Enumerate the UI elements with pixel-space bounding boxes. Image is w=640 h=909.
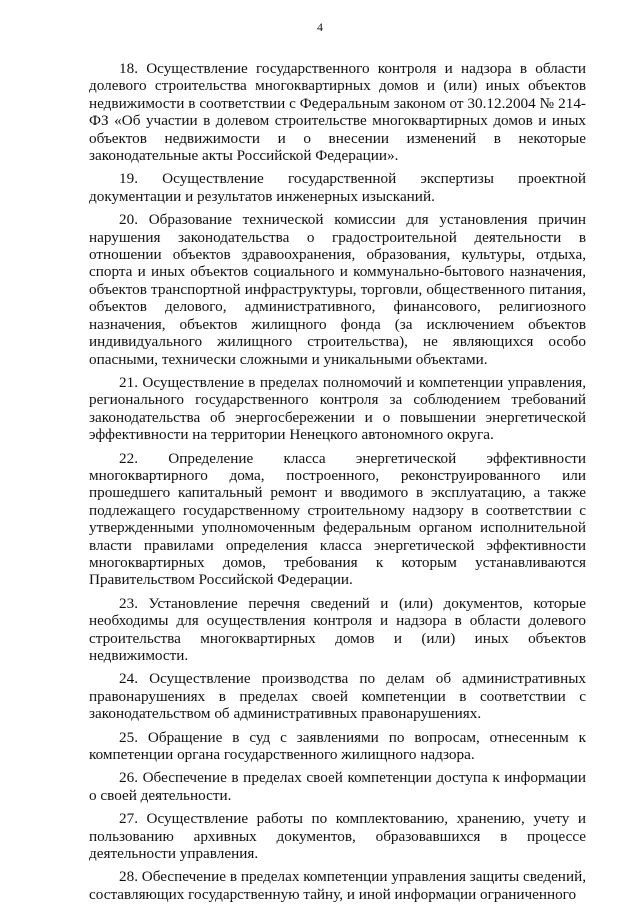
paragraph-item-23: 23. Установление перечня сведений и (или) документов, которые необходимы для осуществления контроля и надзора в области долевого строительства многоквартирных домов и (или) иных объектов недвижимости. xyxy=(89,594,586,664)
paragraph-item-25: 25. Обращение в суд с заявлениями по вопросам, отнесенным к компетенции органа государственного жилищного надзора. xyxy=(89,728,586,764)
paragraph-item-19: 19. Осуществление государственной экспертизы проектной документации и результатов инженерных изысканий. xyxy=(89,170,586,205)
paragraph-item-27: 27. Осуществление работы по комплектованию, хранению, учету и пользованию архивных документов, образовавшихся в процессе деятельности управления. xyxy=(89,810,586,863)
paragraph-item-24: 24. Осуществление производства по делам об административных правонарушениях в пределах своей компетенции в соответствии с законодательством об административных правонарушениях. xyxy=(89,670,586,723)
paragraph-item-18: 18. Осуществление государственного контроля и надзора в области долевого строительства многоквартирных домов и (или) иных объектов недвижимости в соответствии с Федеральным законом от 30.12.2004 № 214-ФЗ «Об участии в долевом строительстве многоквартирных домов и иных объектов недвижимости и о внесении изменений в некоторые законодательные акты Российской Федерации». xyxy=(89,60,586,165)
page-number: 4 xyxy=(317,20,323,34)
paragraph-item-22: 22. Определение класса энергетической эффективности многоквартирного дома, построенного, реконструированного или прошедшего капитальный ремонт и вводимого в эксплуатацию, а также подлежащего государственному строительному надзору в соответствии с утвержденными уполномоченным федеральным органом исполнительной власти правилами определения класса энергетической эффективности многоквартирных домов, требования к которым устанавливаются Правительством Российской Федерации. xyxy=(89,449,586,589)
paragraph-item-20: 20. Образование технической комиссии для установления причин нарушения законодательства о градостроительной деятельности в отношении объектов здравоохранения, образования, культуры, отдыха, спорта и иных объектов социального и коммунально-бытового назначения, объектов транспортной инфраструктуры, торговли, общественного питания, объектов делового, административного, финансового, религиозного назначения, объектов жилищного фонда (за исключением объектов индивидуального жилищного строительства), не являющихся особо опасными, технически сложными и уникальными объектами. xyxy=(89,211,586,368)
document-body xyxy=(89,60,586,909)
paragraph-item-28: 28. Обеспечение в пределах компетенции управления защиты сведений, составляющих государственную тайну, и иной информации ограниченного xyxy=(89,868,586,903)
paragraph-item-21: 21. Осуществление в пределах полномочий и компетенции управления, регионального государственного контроля за соблюдением требований законодательства об энергосбережении и о повышении энергетической эффективности на территории Ненецкого автономного округа. xyxy=(89,373,586,444)
paragraph-item-26: 26. Обеспечение в пределах своей компетенции доступа к информации о своей деятельности. xyxy=(89,769,586,804)
